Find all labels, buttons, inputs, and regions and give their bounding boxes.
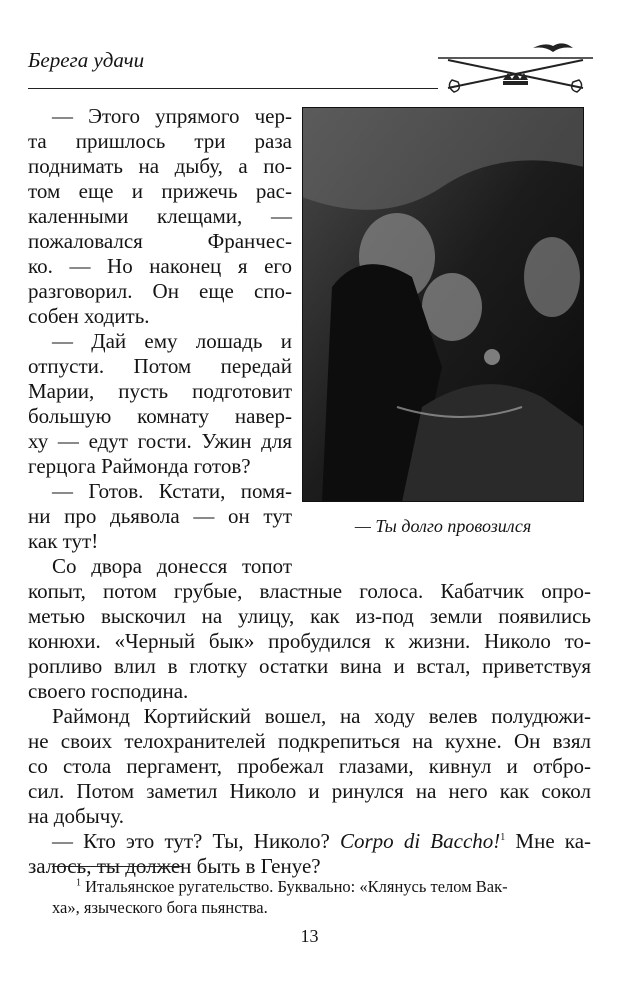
header-rule [28,88,438,89]
text-line: своего господина. [28,679,189,703]
illustration-caption: — Ты долго провозился [354,516,532,536]
illustration [302,107,584,502]
text-line: отпусти. Потом передай [28,354,292,378]
text-line: залось, ты должен быть в Генуе? [28,854,321,878]
text-line: — Дай ему лошадь и [52,329,292,353]
text-line: сил. Потом заметил Николо и ринулся на него как сокол [28,779,591,803]
footnote-mark: 1 [76,877,81,889]
footnote-rule [52,866,182,867]
text-line: не своих телохранителей подкрепиться на кухне. Он взял [28,729,591,753]
italic-phrase: Corpo di Bacchо! [340,829,501,853]
footnote-line: Итальянское ругательство. Буквально: «Клянусь телом Вак- [85,877,508,896]
text-line: та пришлось три раза [28,129,292,153]
text-line: ху — едут гости. Ужин для [28,429,292,453]
header-title: Берега удачи [28,48,145,72]
line-text: — Кто это тут? Ты, Николо? [52,829,340,853]
text-line: герцога Раймонда готов? [28,454,251,478]
text-line: — Готов. Кстати, помя- [52,479,292,503]
text-line: собен ходить. [28,304,150,328]
text-line: со стола пергамент, пробежал глазами, кивнул и отбро- [28,754,591,778]
text-line: ко. — Но наконец я его [28,254,292,278]
text-line: метью выскочил на улицу, как из-под земли появились [28,604,591,628]
text-line: том еще и прижечь рас- [28,179,292,203]
text-line: разговорил. Он еще спо- [28,279,292,303]
text-line: пожаловался Франчес- [28,229,292,253]
text-line: конюхи. «Черный бык» пробудился к жизни. Николо то- [28,629,591,653]
text-line: большую комнату навер- [28,404,292,428]
text-line: ропливо влил в глотку остатки вина и встал, приветствуя [28,654,591,678]
crossed-swords-icon [438,40,593,100]
text-line: поднимать на дыбу, а по- [28,154,292,178]
line-text: Мне ка- [505,829,592,853]
text-line: Раймонд Кортийский вошел, на ходу велев полудюжи- [52,704,591,728]
text-line: каленными клещами, — [28,204,292,228]
footnote-marker: 1 [500,832,506,843]
text-line: ни про дьявола — он тут [28,504,292,528]
text-line: Марии, пусть подготовит [28,379,292,403]
page-number: 13 [300,926,319,946]
text-line: на добычу. [28,804,124,828]
text-line: копыт, потом грубые, властные голоса. Кабатчик опро- [28,579,591,603]
text-line: как тут! [28,529,99,553]
text-line [52,829,591,854]
text-line: Со двора донесся топот [52,554,292,578]
footnote-line: ха», языческого бога пьянства. [52,898,268,917]
footnote [76,876,508,897]
text-line: — Этого упрямого чер- [52,104,292,128]
